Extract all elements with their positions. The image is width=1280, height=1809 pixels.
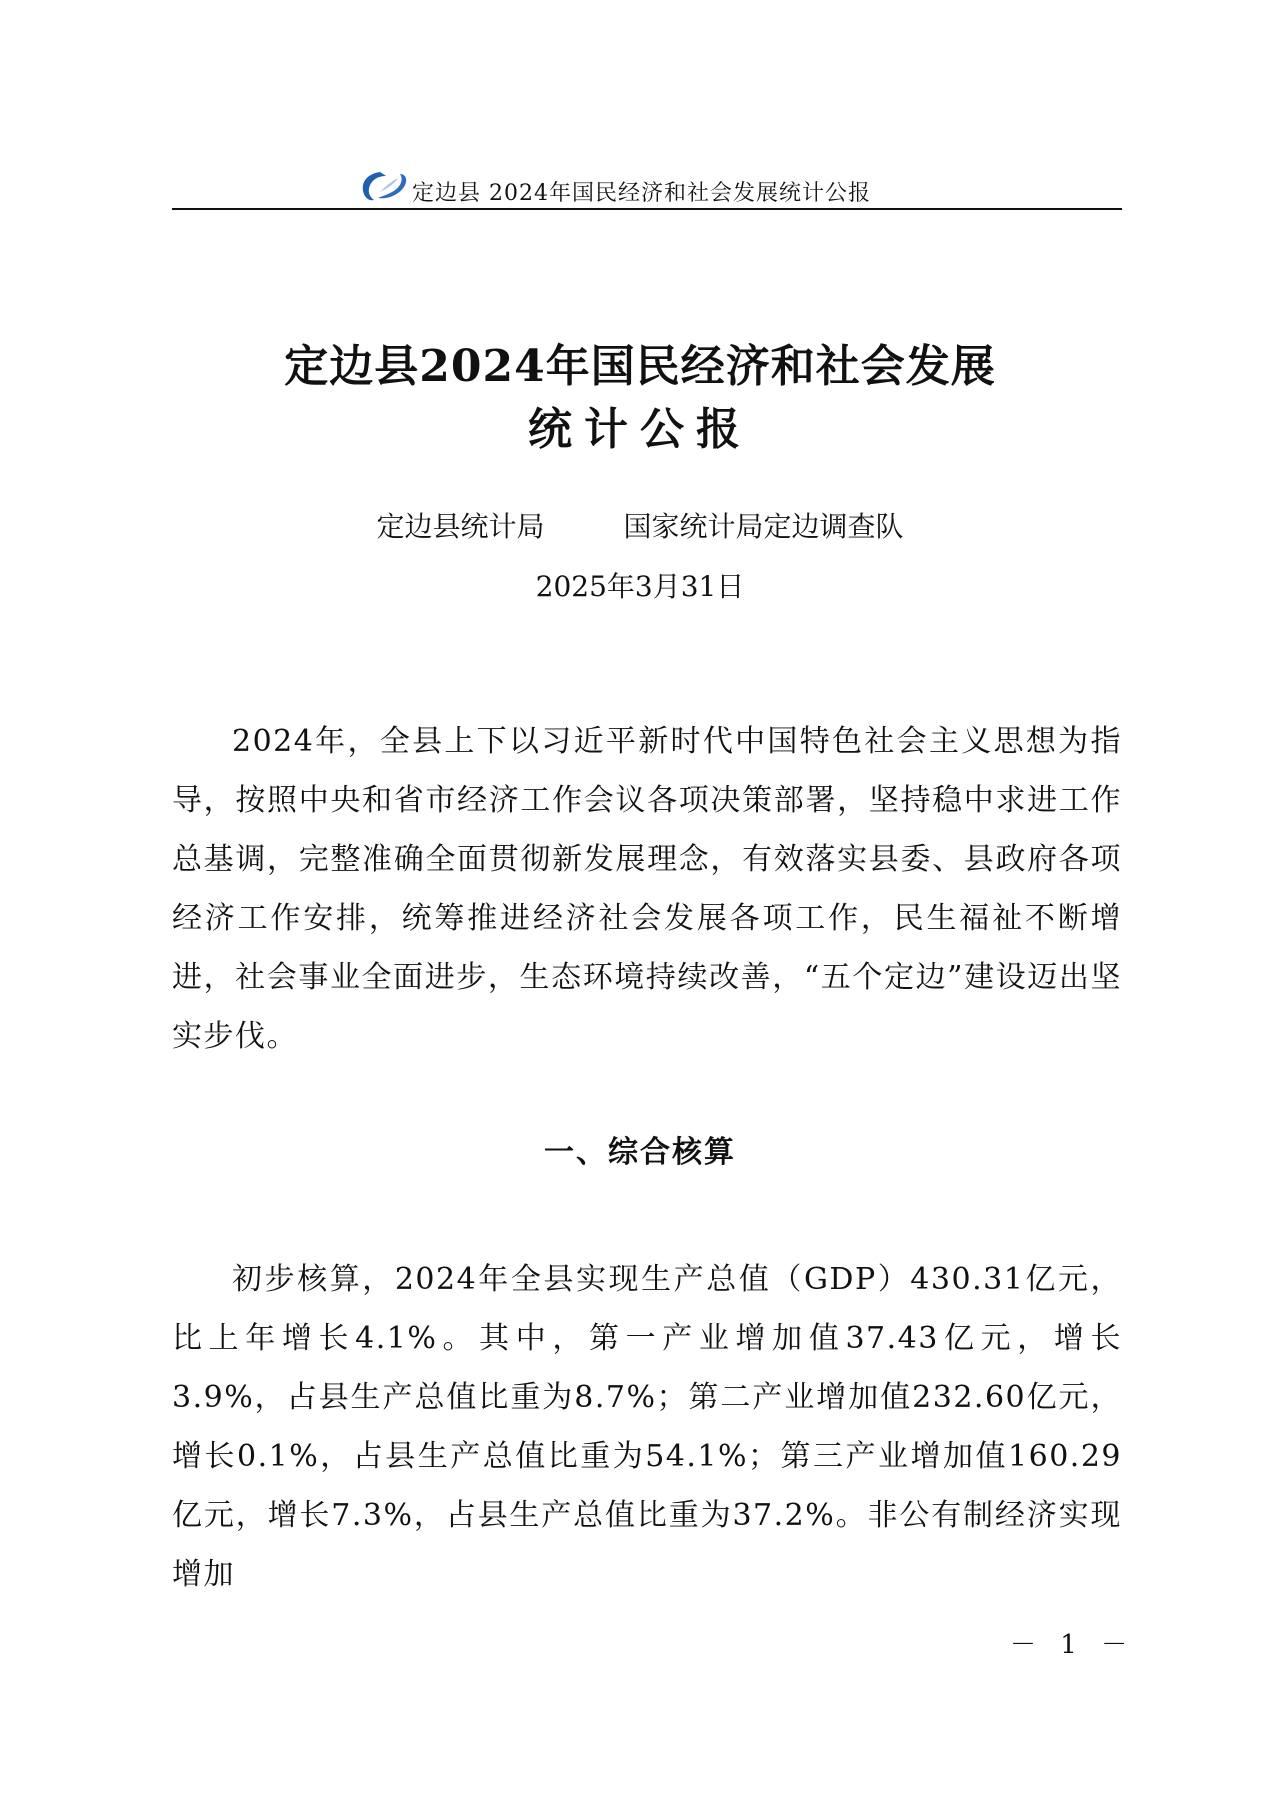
author-county-bureau: 定边县统计局 xyxy=(376,510,545,543)
statistics-logo-icon xyxy=(358,168,410,206)
document-title-line1: 定边县2024年国民经济和社会发展 xyxy=(284,341,996,392)
author-survey-team: 国家统计局定边调查队 xyxy=(623,510,904,543)
publication-date: 2025年3月31日 xyxy=(535,570,745,603)
section-heading: 一、综合核算 xyxy=(544,1135,736,1170)
page-number: － 1 － xyxy=(1010,1630,1136,1660)
intro-paragraph: 2024年，全县上下以习近平新时代中国特色社会主义思想为指导，按照中央和省市经济工作会议各项决策部署，坚持稳中求进工作总基调，完整准确全面贯彻新发展理念，有效落实县委、县政府各项经济工作安排，统筹推进经济社会发展各项工作，民生福祉不断增进，社会事业全面进步，生态环境持续改善，“五个定边”建设迈出坚实步伐。 xyxy=(172,724,1122,1054)
authors xyxy=(0,505,1280,545)
section-paragraph: 初步核算，2024年全县实现生产总值（GDP）430.31亿元，比上年增长4.1%。其中，第一产业增加值37.43亿元，增长3.9%，占县生产总值比重为8.7%；第二产业增加值232.60亿元，增长0.1%，占县生产总值比重为54.1%；第三产业增加值160.29亿元，增长7.3%，占县生产总值比重为37.2%。非公有制经济实现增加 xyxy=(172,1262,1122,1592)
running-title: 定边县 2024年国民经济和社会发展统计公报 xyxy=(412,181,871,206)
document-title-line2: 统计公报 xyxy=(528,404,752,455)
running-header xyxy=(172,168,1122,210)
